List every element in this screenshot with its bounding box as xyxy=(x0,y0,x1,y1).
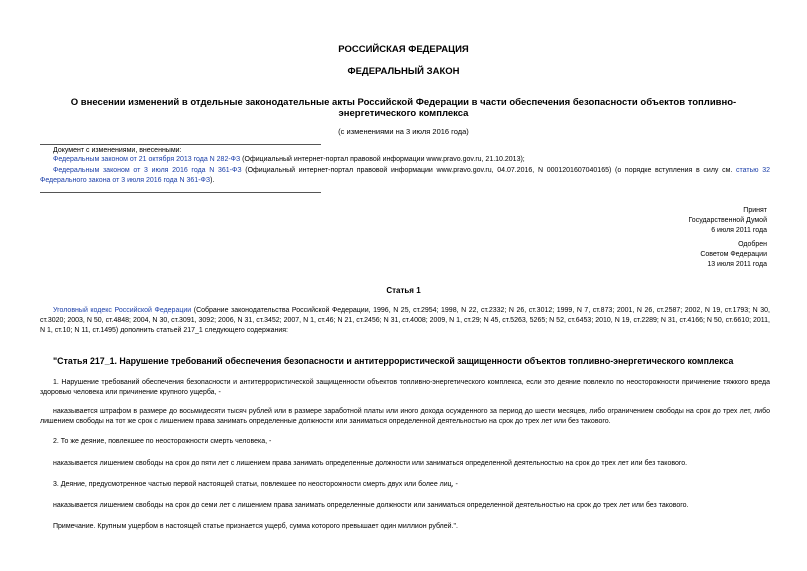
article-paragraph-4: наказывается лишением свободы на срок до пяти лет с лишением права занимать определенные должности или заниматься определенной деятельностью на срок до трех лет или без такового. xyxy=(53,460,688,467)
duma-adoption xyxy=(688,206,767,236)
duma-line-2: Государственной Думой xyxy=(688,217,767,224)
changes-top-divider xyxy=(40,144,321,145)
criminal-code-link[interactable]: Уголовный кодекс Российской Федерации xyxy=(53,307,192,314)
new-article-heading: "Статья 217_1. Нарушение требований обеспечения безопасности и антитеррористической защищенности объектов топливно-энергетического комплекса xyxy=(53,356,734,366)
council-line-3: 13 июля 2011 года xyxy=(707,261,767,268)
council-line-1: Одобрен xyxy=(738,241,767,248)
law-361-link[interactable]: Федеральным законом от 3 июля 2016 года N 361-ФЗ xyxy=(53,167,242,174)
edition-note: (с изменениями на 3 июля 2016 года) xyxy=(338,127,469,136)
article-paragraph-1: 1. Нарушение требований обеспечения безопасности и антитеррористической защищенности объектов топливно-энергетического комплекса, если это деяние повлекло по неосторожности причинение тяжкого вреда здоровью человека или причинение крупного ущерба, - xyxy=(40,379,770,396)
article-paragraph-5: 3. Деяние, предусмотренное частью первой настоящей статьи, повлекшее по неосторожности смерть двух или более лиц, - xyxy=(53,481,458,488)
article-paragraph-3: 2. То же деяние, повлекшее по неосторожности смерть человека, - xyxy=(53,438,272,445)
article-heading: Статья 1 xyxy=(386,286,421,295)
document-title: О внесении изменений в отдельные законодательные акты Российской Федерации в части обеспечения безопасности объектов топливно-энергетического комплекса xyxy=(70,97,737,119)
changes-item-2 xyxy=(40,166,770,186)
duma-line-1: Принят xyxy=(743,207,767,214)
law-type-heading: ФЕДЕРАЛЬНЫЙ ЗАКОН xyxy=(347,66,460,77)
federation-heading: РОССИЙСКАЯ ФЕДЕРАЦИЯ xyxy=(338,44,469,55)
article-intro-text: (Собрание законодательства Российской Федерации, 1996, N 25, ст.2954; 1998, N 22, ст.2332; N 26, ст.3012; 1999, N 7, ст.873; 2001, N 26, ст.2587; 2002, N 19, ст.1793; N 30, ст.3020; 2003, N 50, ст.4848; 2004, N 30, ст.3091, 3092; 2006, N 31, ст.3452; 2007, N 1, ст.46; N 21, ст.2456; N 31, ст.4008; 2009, N 1, ст.29; N 45, ст.5263, 5265; N 52, ст.6453; 2010, N 19, ст.2289; N 31, ст.4166; N 50, ст.6610; 2011, N 1, ст.10; N 11, ст.1495) дополнить статьей 217_1 следующего содержания: xyxy=(40,307,770,334)
council-line-2: Советом Федерации xyxy=(700,251,767,258)
changes-item-2-text: (Официальный интернет-портал правовой информации www.pravo.gov.ru, 04.07.2016, N 0001201607040165) (о порядке вступления в силу см. xyxy=(241,167,737,174)
article-note: Примечание. Крупным ущербом в настоящей статье признается ущерб, сумма которого превышает один миллион рублей.". xyxy=(53,523,458,530)
changes-item-1 xyxy=(53,155,773,165)
changes-item-2-end: ). xyxy=(210,177,215,184)
article-paragraph-6: наказывается лишением свободы на срок до семи лет с лишением права занимать определенные должности или заниматься определенной деятельностью на срок до трех лет или без такового. xyxy=(53,502,689,509)
changes-intro: Документ с изменениями, внесенными: xyxy=(53,147,182,154)
article-32-link[interactable]: статью 32 Федерального закона от 3 июля 2016 года N 361-ФЗ xyxy=(40,167,770,184)
duma-line-3: 6 июля 2011 года xyxy=(711,227,767,234)
changes-bottom-divider xyxy=(40,192,321,193)
changes-item-1-text: (Официальный интернет-портал правовой информации www.pravo.gov.ru, 21.10.2013); xyxy=(240,156,525,163)
article-paragraph-2: наказывается штрафом в размере до восьмидесяти тысяч рублей или в размере заработной платы или иного дохода осужденного за период до шести месяцев, либо ограничением свободы на срок до трех лет, либо лишением свободы на тот же срок с лишением права занимать определенные должности или заниматься определенной деятельностью на срок до трех лет или без такового. xyxy=(40,408,770,425)
article-intro xyxy=(40,306,770,336)
council-approval xyxy=(700,240,767,270)
law-282-link[interactable]: Федеральным законом от 21 октября 2013 года N 282-ФЗ xyxy=(53,156,241,163)
